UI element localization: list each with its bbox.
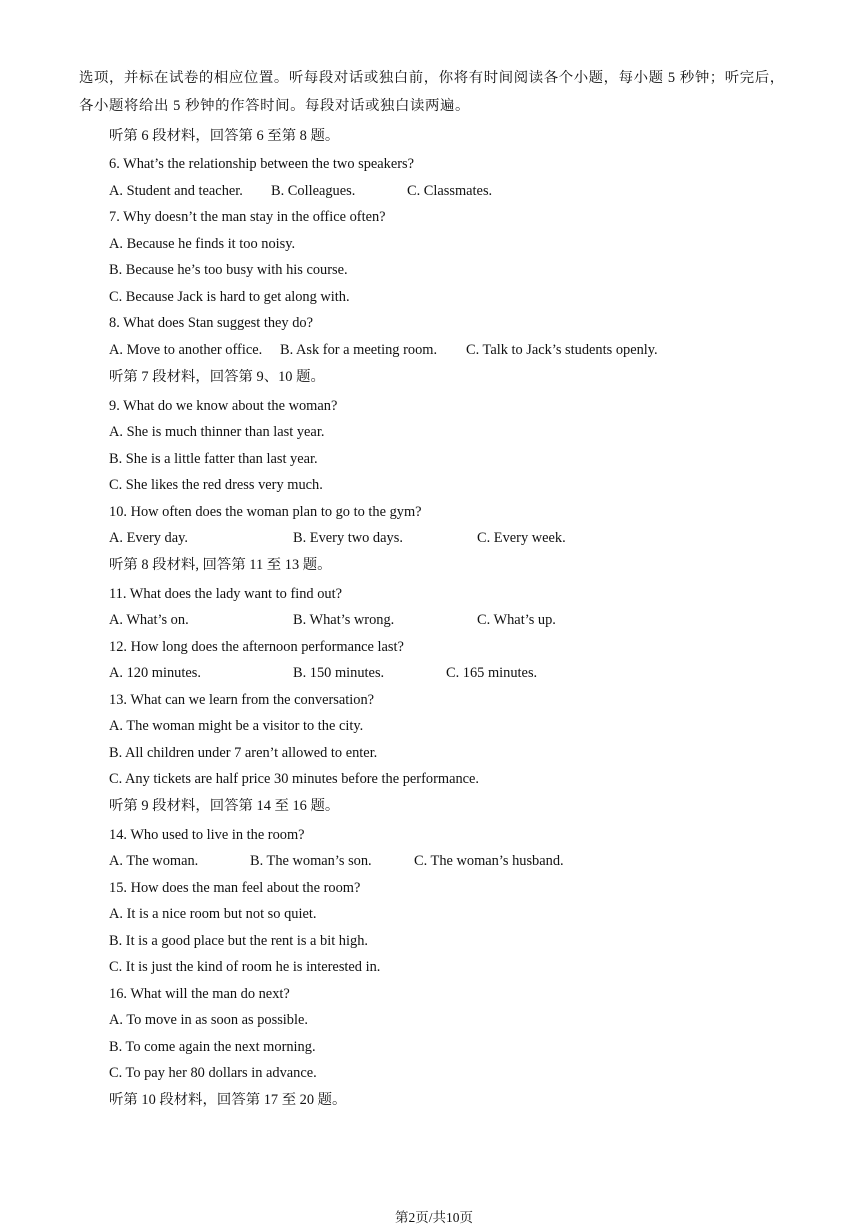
question-8-option-c: C. Talk to Jack’s students openly. xyxy=(466,342,658,358)
question-15-stem: 15. How does the man feel about the room? xyxy=(109,880,361,896)
question-8-option-b: B. Ask for a meeting room. xyxy=(280,342,438,358)
question-13-option-b: B. All children under 7 aren’t allowed to enter. xyxy=(109,745,378,761)
question-6-option-b: B. Colleagues. xyxy=(271,183,356,199)
question-6-options xyxy=(109,181,829,201)
question-10-option-c: C. Every week. xyxy=(477,530,566,546)
instructions-line-2: 各小题将给出 5 秒钟的作答时间。每段对话或独白读两遍。 xyxy=(79,98,470,114)
question-14-options xyxy=(109,851,829,871)
question-9-option-a: A. She is much thinner than last year. xyxy=(109,424,325,440)
question-12-option-a: A. 120 minutes. xyxy=(109,665,201,681)
question-7-option-b: B. Because he’s too busy with his course. xyxy=(109,262,348,278)
question-11-option-b: B. What’s wrong. xyxy=(293,612,395,628)
question-16-option-a: A. To move in as soon as possible. xyxy=(109,1012,308,1028)
question-12-option-b: B. 150 minutes. xyxy=(293,665,385,681)
question-7-option-c: C. Because Jack is hard to get along with. xyxy=(109,289,350,305)
question-15-option-a: A. It is a nice room but not so quiet. xyxy=(109,906,317,922)
question-9-option-c: C. She likes the red dress very much. xyxy=(109,477,323,493)
question-16-option-b: B. To come again the next morning. xyxy=(109,1039,316,1055)
question-6-stem: 6. What’s the relationship between the two speakers? xyxy=(109,156,415,172)
question-14-option-b: B. The woman’s son. xyxy=(250,853,372,869)
question-16-option-c: C. To pay her 80 dollars in advance. xyxy=(109,1065,317,1081)
question-6-option-c: C. Classmates. xyxy=(407,183,493,199)
question-14-option-a: A. The woman. xyxy=(109,853,199,869)
section-heading-8: 听第 8 段材料, 回答第 11 至 13 题。 xyxy=(109,557,332,573)
question-8-option-a: A. Move to another office. xyxy=(109,342,263,358)
question-15-option-c: C. It is just the kind of room he is interested in. xyxy=(109,959,381,975)
question-12-option-c: C. 165 minutes. xyxy=(446,665,538,681)
question-6-option-a: A. Student and teacher. xyxy=(109,183,243,199)
question-13-option-a: A. The woman might be a visitor to the city. xyxy=(109,718,364,734)
question-7-stem: 7. Why doesn’t the man stay in the office often? xyxy=(109,209,386,225)
question-16-stem: 16. What will the man do next? xyxy=(109,986,290,1002)
section-heading-10: 听第 10 段材料，回答第 17 至 20 题。 xyxy=(109,1092,347,1108)
question-8-options xyxy=(109,340,829,360)
question-11-option-a: A. What’s on. xyxy=(109,612,189,628)
section-heading-6: 听第 6 段材料，回答第 6 至第 8 题。 xyxy=(109,128,340,144)
question-13-stem: 13. What can we learn from the conversation? xyxy=(109,692,375,708)
question-9-stem: 9. What do we know about the woman? xyxy=(109,398,338,414)
section-heading-9: 听第 9 段材料，回答第 14 至 16 题。 xyxy=(109,798,340,814)
question-10-option-a: A. Every day. xyxy=(109,530,188,546)
question-10-options xyxy=(109,528,829,548)
question-11-options xyxy=(109,610,829,630)
question-12-options xyxy=(109,663,829,683)
question-7-option-a: A. Because he finds it too noisy. xyxy=(109,236,296,252)
question-12-stem: 12. How long does the afternoon performance last? xyxy=(109,639,404,655)
question-15-option-b: B. It is a good place but the rent is a bit high. xyxy=(109,933,368,949)
instructions-paragraph xyxy=(79,64,804,120)
question-10-option-b: B. Every two days. xyxy=(293,530,403,546)
question-8-stem: 8. What does Stan suggest they do? xyxy=(109,315,313,331)
instructions-line-1: 选项，并标在试卷的相应位置。听每段对话或独白前，你将有时间阅读各个小题，每小题 5 秒钟；听完后， xyxy=(79,70,785,86)
question-13-option-c: C. Any tickets are half price 30 minutes before the performance. xyxy=(109,771,480,787)
question-14-stem: 14. Who used to live in the room? xyxy=(109,827,305,843)
section-heading-7: 听第 7 段材料，回答第 9、10 题。 xyxy=(109,369,325,385)
page-number: 第2页/共10页 xyxy=(394,1210,473,1225)
question-11-stem: 11. What does the lady want to find out? xyxy=(109,586,342,602)
question-10-stem: 10. How often does the woman plan to go to the gym? xyxy=(109,504,422,520)
question-9-option-b: B. She is a little fatter than last year. xyxy=(109,451,318,467)
question-14-option-c: C. The woman’s husband. xyxy=(414,853,564,869)
question-11-option-c: C. What’s up. xyxy=(477,612,556,628)
